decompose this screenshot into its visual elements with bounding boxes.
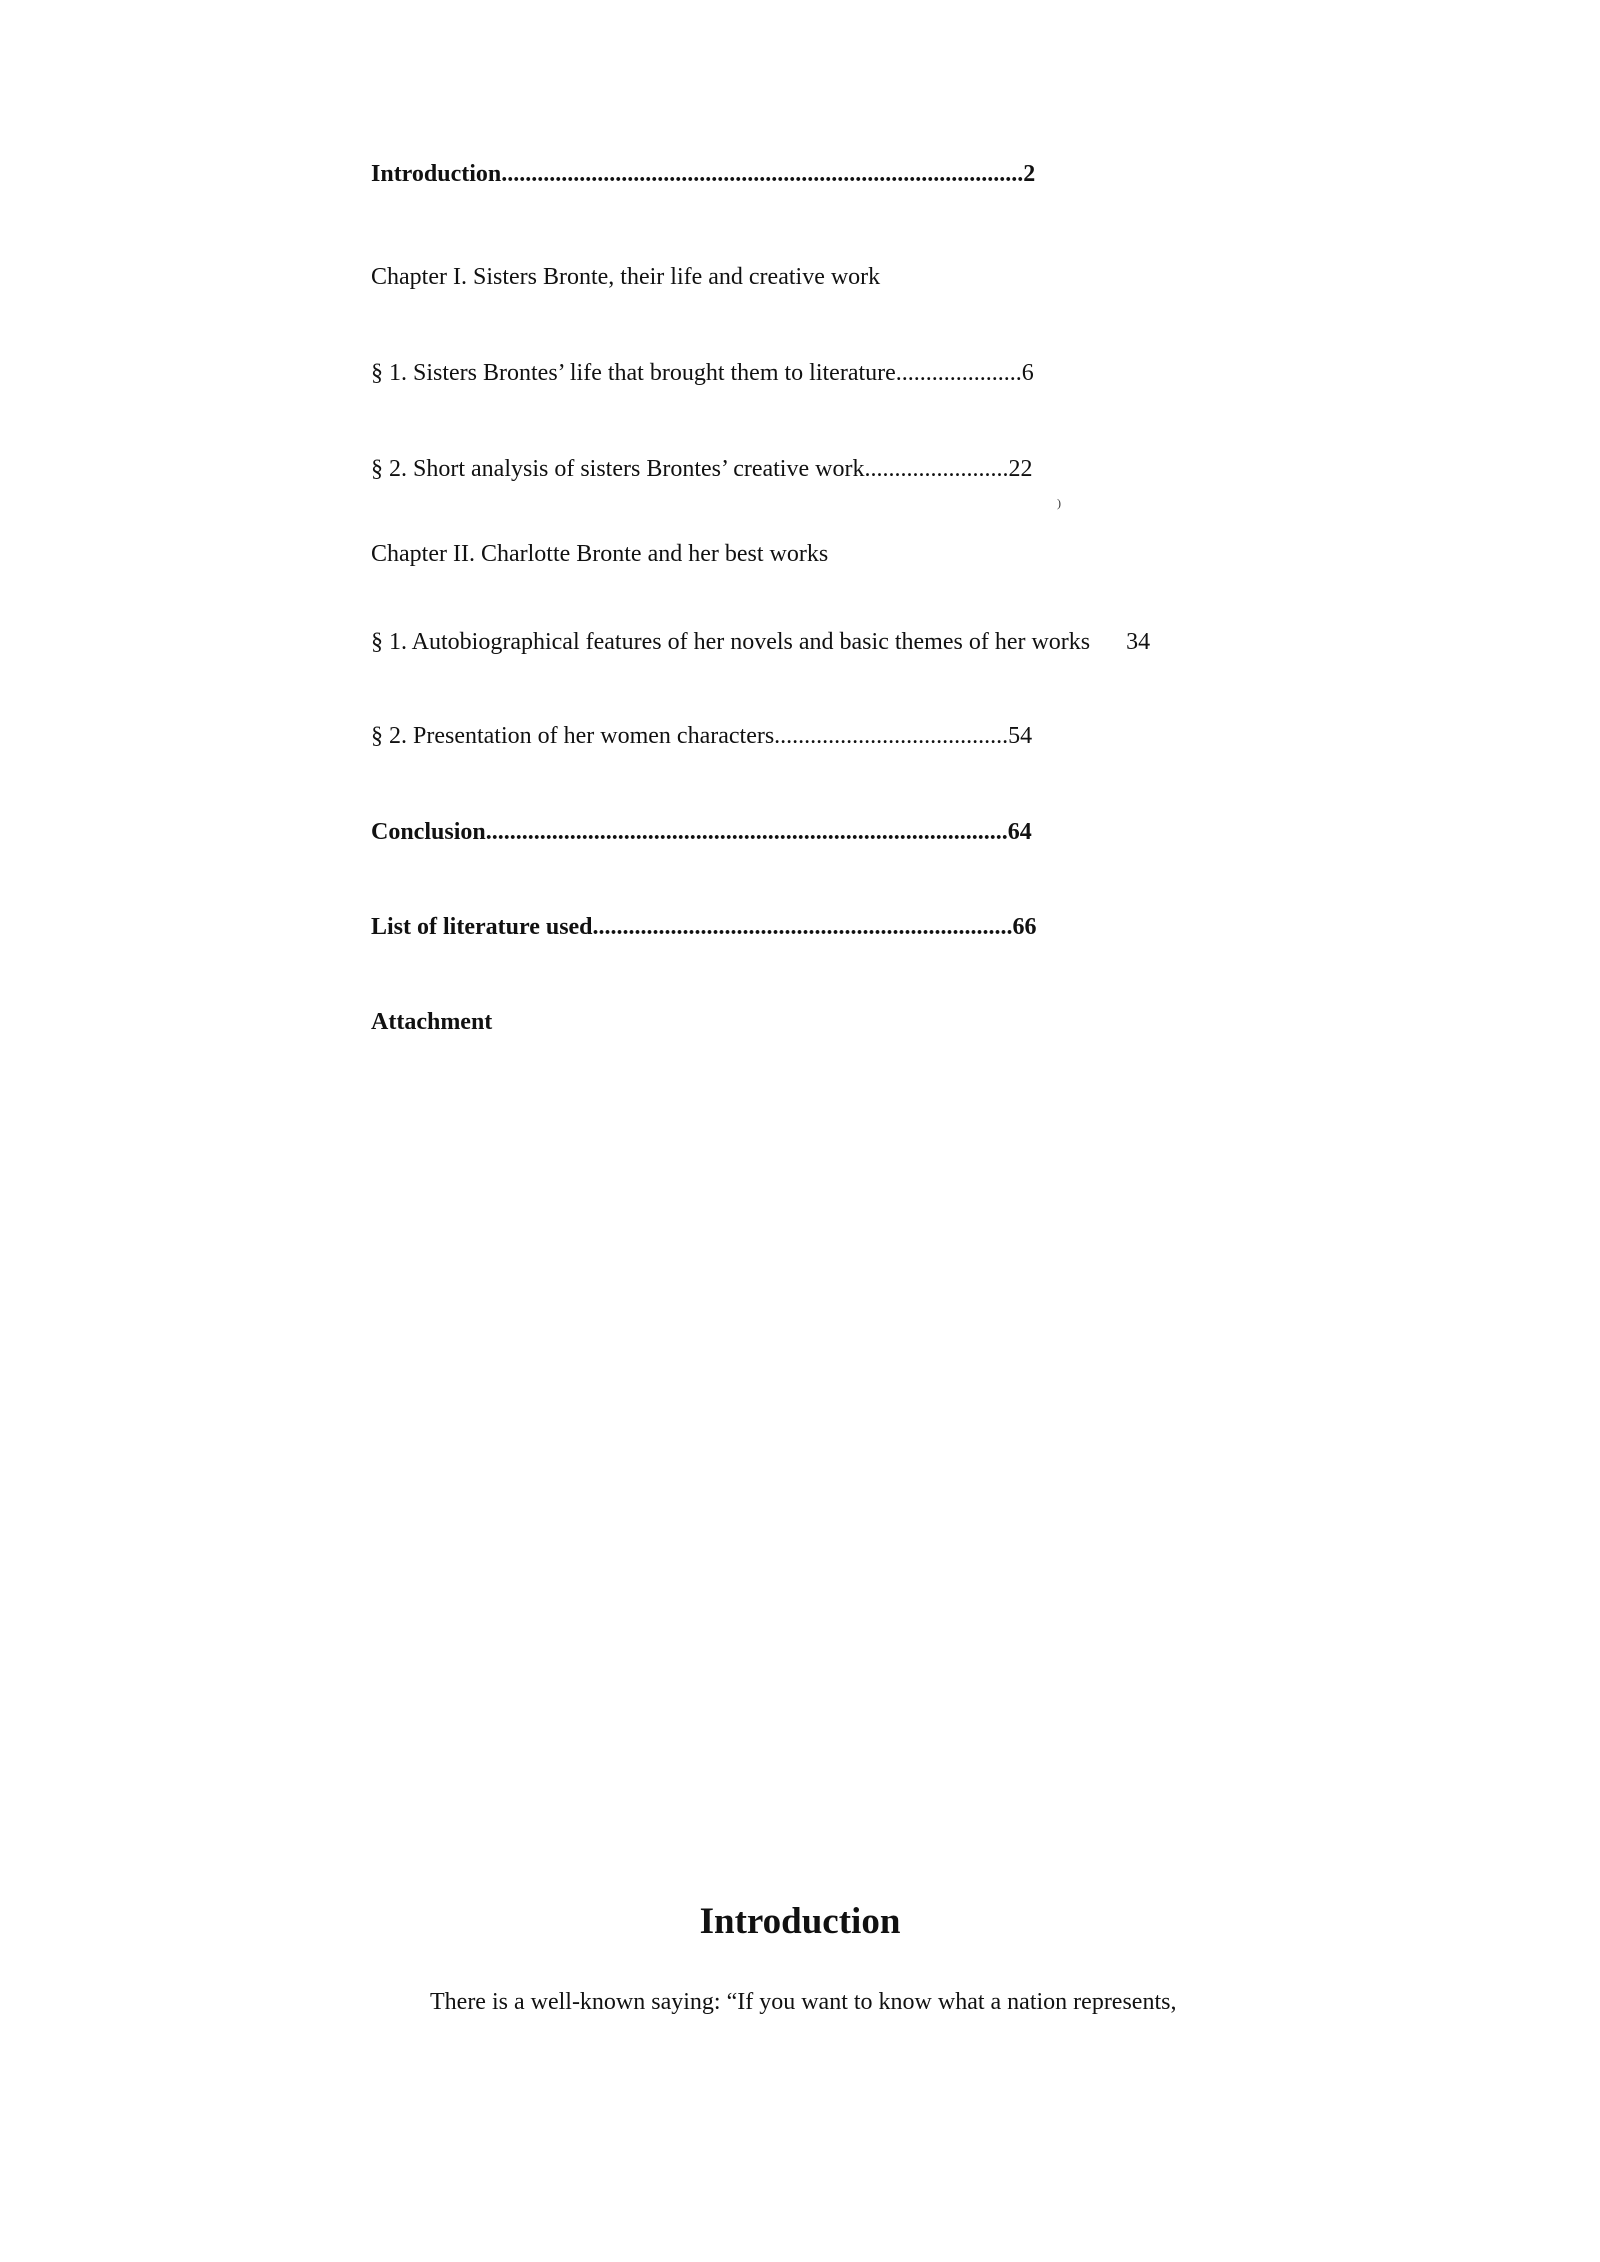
toc-entry-chapter-1[interactable]: Chapter I. Sisters Bronte, their life and creative work: [371, 264, 881, 290]
toc-entry-introduction[interactable]: Introduction.......................................................................................2: [371, 161, 1036, 187]
toc-entry-chapter-2[interactable]: Chapter II. Charlotte Bronte and her best works: [371, 541, 829, 567]
section-title: Introduction: [699, 1901, 901, 1942]
toc-entry-attachment[interactable]: Attachment: [371, 1009, 493, 1035]
toc-entry-literature[interactable]: List of literature used......................................................................66: [371, 914, 1037, 940]
toc-entry-chapter-1-section-1[interactable]: § 1. Sisters Brontes’ life that brought them to literature.....................6: [371, 360, 1034, 386]
toc-entry-chapter-2-section-1[interactable]: § 1. Autobiographical features of her novels and basic themes of her works 34: [371, 629, 1151, 655]
toc-entry-chapter-1-section-2[interactable]: § 2. Short analysis of sisters Brontes’ creative work........................22: [371, 456, 1033, 482]
toc-entry-chapter-2-section-2[interactable]: § 2. Presentation of her women characters.......................................54: [371, 723, 1033, 749]
body-paragraph: There is a well-known saying: “If you want to know what a nation represents,: [430, 1989, 1177, 2015]
stray-mark: ): [1057, 496, 1061, 510]
toc-entry-conclusion[interactable]: Conclusion.......................................................................................64: [371, 819, 1032, 845]
